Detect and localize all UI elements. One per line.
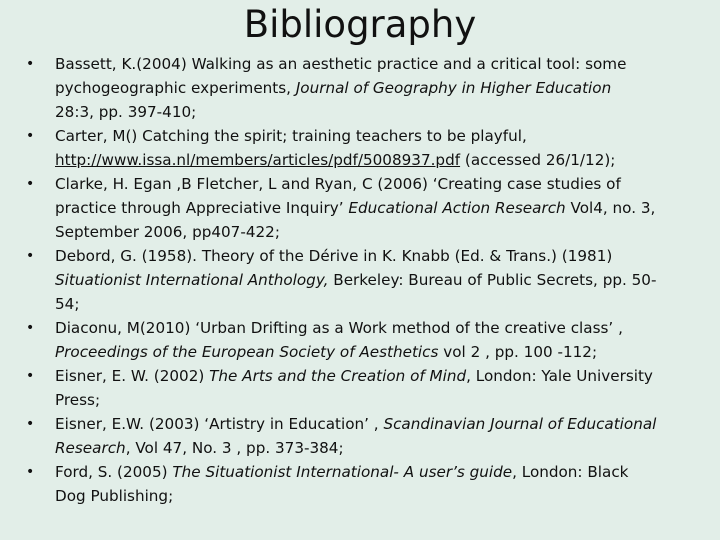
- ref-text: practice through Appreciative Inquiry’: [55, 199, 349, 217]
- ref-line: Debord, G. (1958). Theory of the Dérive in K. Knabb (Ed. & Trans.) (1981): [55, 247, 613, 265]
- bullet-icon: •: [26, 248, 35, 264]
- list-item: [20, 244, 710, 316]
- book-title: The Arts and the Creation of Mind: [209, 367, 467, 385]
- ref-text: Ford, S. (2005): [55, 463, 173, 481]
- journal-title: Proceedings of the European Society of Aesthetics: [55, 343, 439, 361]
- ref-line: [55, 412, 710, 436]
- ref-line: Press;: [55, 391, 101, 409]
- slide-title: Bibliography: [243, 3, 477, 46]
- ref-text: Eisner, E. W. (2002): [55, 367, 210, 385]
- list-item: [20, 412, 710, 460]
- journal-title: Journal of Geography in Higher Education: [295, 79, 612, 97]
- bullet-icon: •: [26, 416, 35, 432]
- list-item: [20, 316, 710, 364]
- ref-line: Carter, M() Catching the spirit; training teachers to be playful,: [55, 127, 527, 145]
- ref-line: [55, 436, 710, 460]
- list-item: [20, 364, 710, 412]
- ref-text: vol 2 , pp. 100 -112;: [438, 343, 598, 361]
- article-link[interactable]: http://www.issa.nl/members/articles/pdf/5008937.pdf: [55, 151, 461, 169]
- journal-title: Scandinavian Journal of Educational: [383, 415, 657, 433]
- bullet-icon: •: [26, 128, 35, 144]
- book-title: The Situationist International- A user’s guide: [172, 463, 513, 481]
- ref-text: , London: Yale University: [466, 367, 653, 385]
- bullet-icon: •: [26, 464, 35, 480]
- ref-line: [55, 268, 710, 292]
- ref-line: [55, 196, 710, 220]
- journal-title: Educational Action Research: [348, 199, 566, 217]
- ref-line: 54;: [55, 295, 80, 313]
- list-item: [20, 52, 710, 124]
- ref-line: September 2006, pp407-422;: [55, 223, 280, 241]
- ref-line: Bassett, K.(2004) Walking as an aesthetic practice and a critical tool: some: [55, 55, 627, 73]
- ref-text: Vol4, no. 3,: [565, 199, 656, 217]
- ref-text: , London: Black: [512, 463, 629, 481]
- ref-text: pychogeographic experiments,: [55, 79, 296, 97]
- list-item: [20, 124, 710, 172]
- journal-title: Research: [55, 439, 126, 457]
- bibliography-list: [20, 52, 710, 508]
- bullet-icon: •: [26, 320, 35, 336]
- ref-line: 28:3, pp. 397-410;: [55, 103, 197, 121]
- ref-text: Eisner, E.W. (2003) ‘Artistry in Education’ ,: [55, 415, 384, 433]
- list-item: [20, 172, 710, 244]
- ref-text: Berkeley: Bureau of Public Secrets, pp. 50-: [328, 271, 657, 289]
- ref-text: (accessed 26/1/12);: [460, 151, 616, 169]
- ref-text: , Vol 47, No. 3 , pp. 373-384;: [125, 439, 344, 457]
- bullet-icon: •: [26, 176, 35, 192]
- ref-line: [55, 340, 710, 364]
- ref-line: [55, 148, 710, 172]
- list-item: [20, 460, 710, 508]
- ref-line: Diaconu, M(2010) ‘Urban Drifting as a Work method of the creative class’ ,: [55, 319, 623, 337]
- ref-line: [55, 364, 710, 388]
- ref-line: Clarke, H. Egan ,B Fletcher, L and Ryan, C (2006) ‘Creating case studies of: [55, 175, 621, 193]
- ref-line: Dog Publishing;: [55, 487, 174, 505]
- ref-line: [55, 460, 710, 484]
- ref-line: [55, 76, 710, 100]
- bullet-icon: •: [26, 56, 35, 72]
- book-title: Situationist International Anthology,: [55, 271, 329, 289]
- bullet-icon: •: [26, 368, 35, 384]
